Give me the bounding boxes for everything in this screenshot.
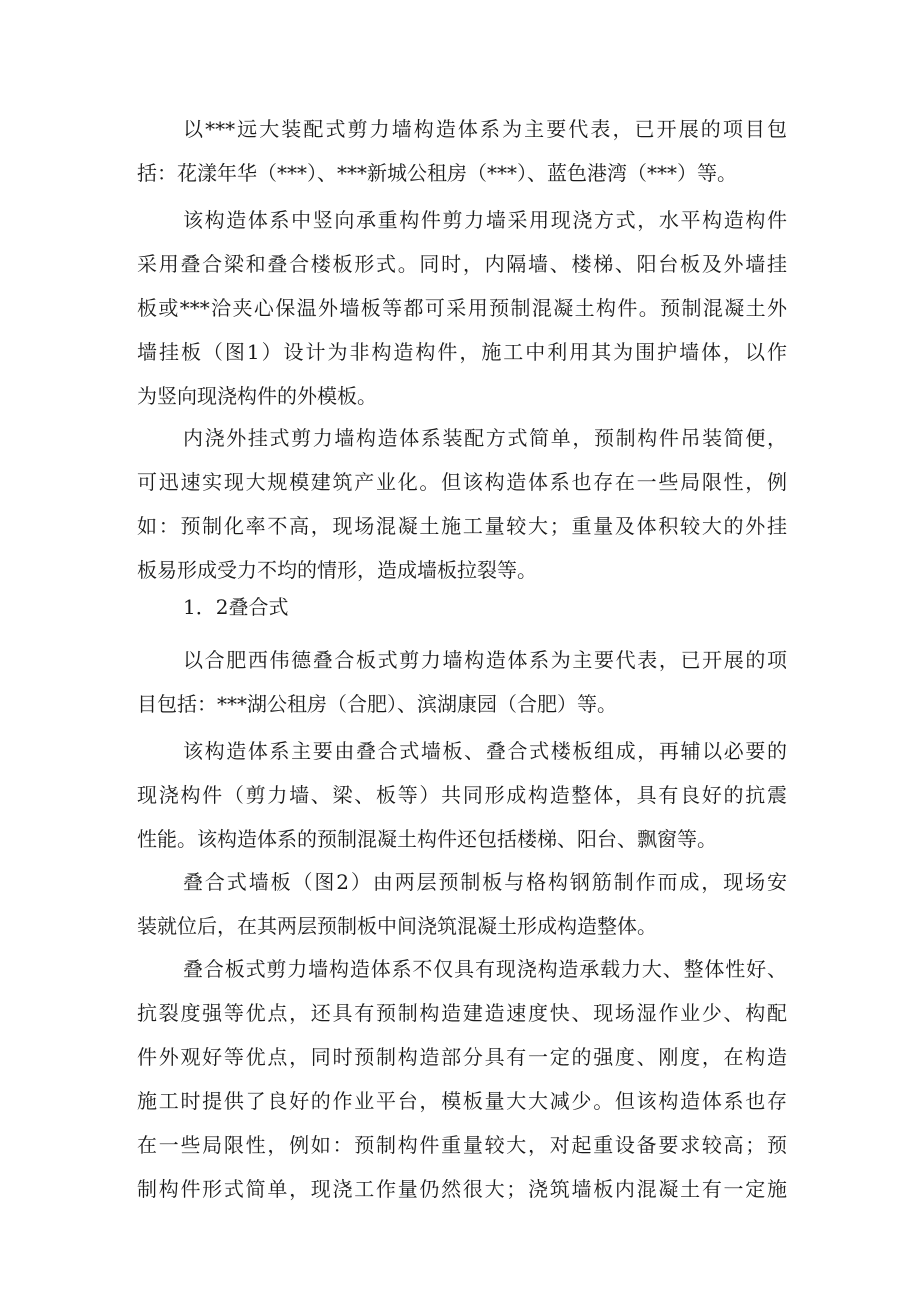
text-line: 叠合式墙板（图2）由两层预制板与格构钢筋制作而成，现场安 (183, 870, 787, 894)
text-line: 装就位后，在其两层预制板中间浇筑混凝土形成构造整体。 (137, 914, 657, 938)
text-line: 件外观好等优点，同时预制构造部分具有一定的强度、刚度，在构造 (137, 1045, 787, 1069)
text-line: 该构造体系主要由叠合式墙板、叠合式楼板组成，再辅以必要的 (183, 739, 787, 763)
paragraph (137, 947, 787, 1211)
section-heading (137, 585, 787, 629)
text-line: 制构件形式简单，现浇工作量仍然很大；浇筑墙板内混凝土有一定施 (137, 1177, 787, 1201)
paragraph (137, 416, 787, 592)
text-line: 板易形成受力不均的情形，造成墙板拉裂等。 (137, 558, 537, 582)
paragraph (137, 638, 787, 726)
heading-text: 1．2叠合式 (183, 595, 289, 619)
text-line: 板或***洽夹心保温外墙板等都可采用预制混凝土构件。预制混凝土外 (137, 296, 787, 320)
text-line: 可迅速实现大规模建筑产业化。但该构造体系也存在一些局限性，例 (137, 470, 787, 494)
text-line: 如：预制化率不高，现场混凝土施工量较大；重量及体积较大的外挂 (137, 514, 787, 538)
text-line: 采用叠合梁和叠合楼板形式。同时，内隔墙、楼梯、阳台板及外墙挂 (137, 252, 787, 276)
text-line: 施工时提供了良好的作业平台，模板量大大减少。但该构造体系也存 (137, 1089, 787, 1113)
text-line: 为竖向现浇构件的外模板。 (137, 384, 377, 408)
text-line: 内浇外挂式剪力墙构造体系装配方式简单，预制构件吊装简便， (183, 426, 787, 450)
text-line: 该构造体系中竖向承重构件剪力墙采用现浇方式，水平构造构件 (183, 208, 787, 232)
text-line: 以***远大装配式剪力墙构造体系为主要代表，已开展的项目包 (183, 117, 787, 141)
paragraph (137, 198, 787, 418)
text-line: 性能。该构造体系的预制混凝土构件还包括楼梯、阳台、飘窗等。 (137, 827, 717, 851)
text-line: 抗裂度强等优点，还具有预制构造建造速度快、现场湿作业少、构配 (137, 1001, 787, 1025)
text-line: 括：花漾年华（***）、***新城公租房（***）、蓝色港湾（***）等。 (137, 161, 737, 185)
paragraph (137, 860, 787, 948)
paragraph (137, 107, 787, 195)
text-line: 叠合板式剪力墙构造体系不仅具有现浇构造承载力大、整体性好、 (183, 957, 787, 981)
text-line: 以合肥西伟德叠合板式剪力墙构造体系为主要代表，已开展的项 (183, 648, 787, 672)
text-line: 现浇构件（剪力墙、梁、板等）共同形成构造整体，具有良好的抗震 (137, 783, 787, 807)
text-line: 目包括：***湖公租房（合肥）、滨湖康园（合肥）等。 (137, 692, 617, 716)
text-line: 墙挂板（图1）设计为非构造构件，施工中利用其为围护墙体，以作 (137, 340, 787, 364)
paragraph (137, 729, 787, 861)
text-line: 在一些局限性，例如：预制构件重量较大，对起重设备要求较高；预 (137, 1133, 787, 1157)
